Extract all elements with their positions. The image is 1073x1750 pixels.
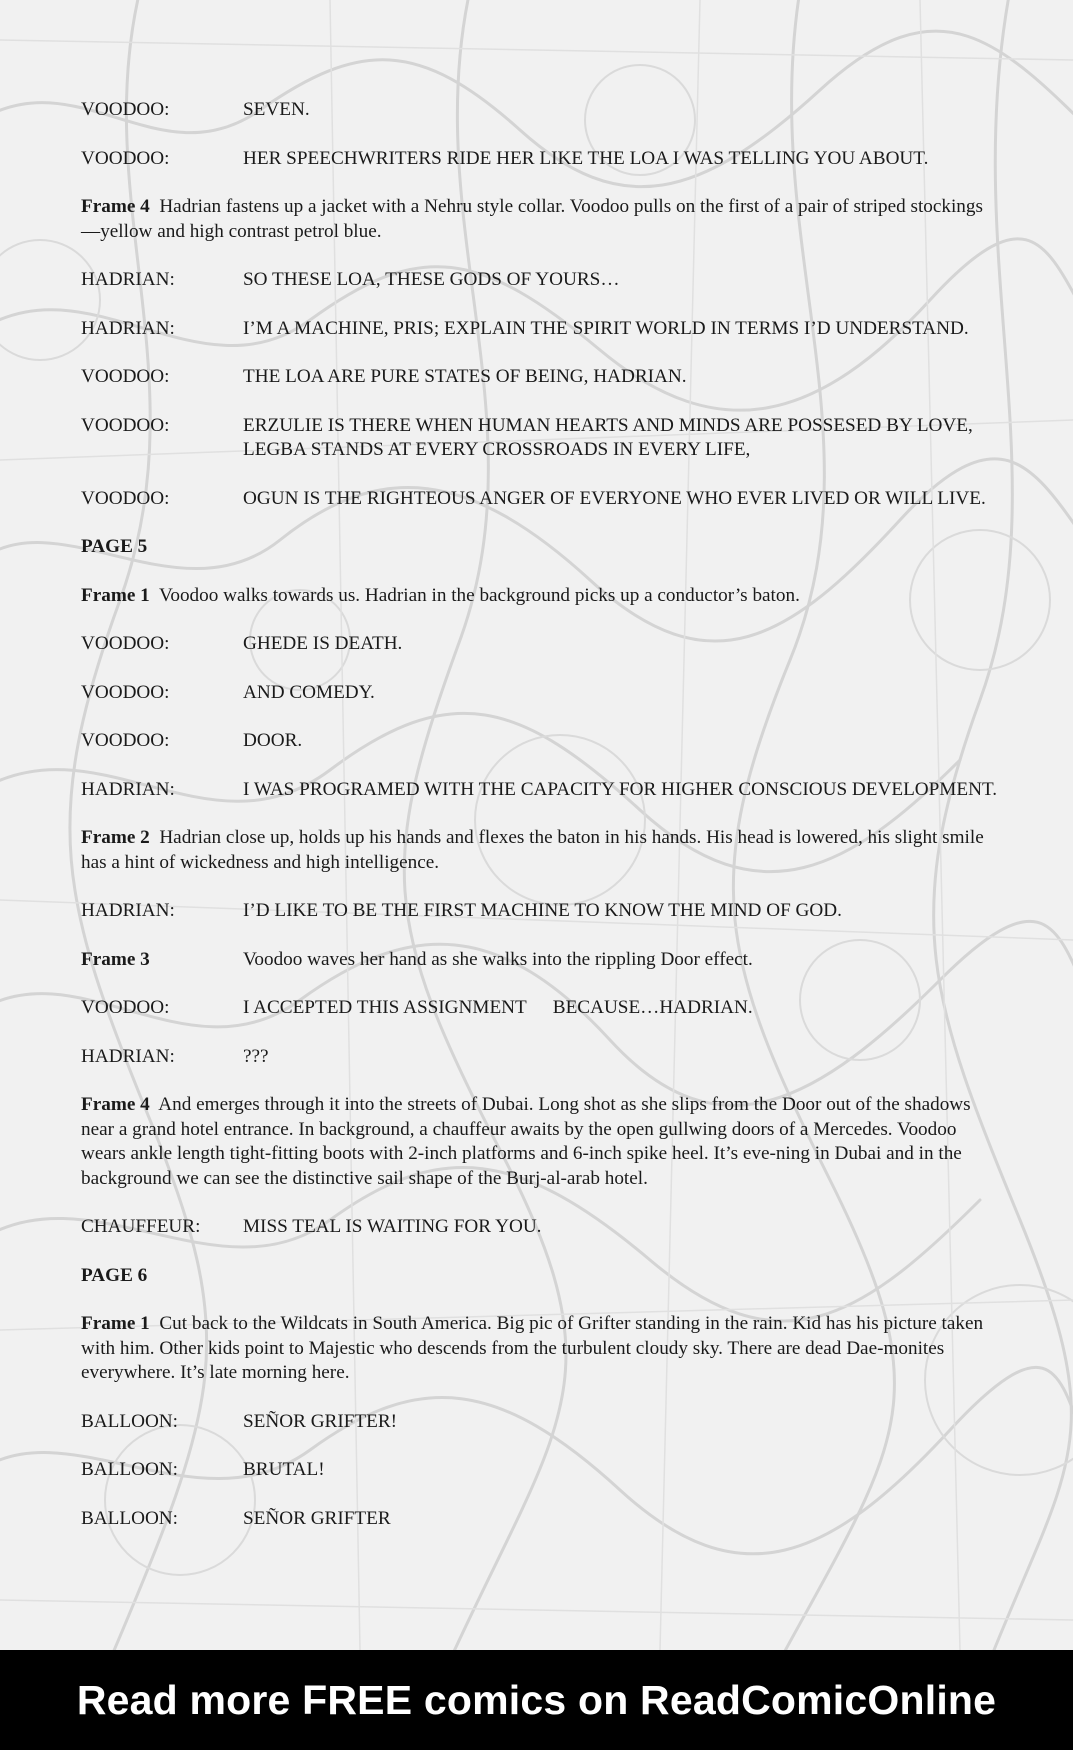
speaker-label: HADRIAN: [81, 269, 175, 290]
frame-description [81, 826, 1001, 875]
frame-description [81, 948, 1001, 973]
dialogue-text: DOOR. [243, 730, 303, 751]
dialogue-text: THE LOA ARE PURE STATES OF BEING, HADRIAN. [243, 366, 687, 387]
dialogue-text: I’M A MACHINE, PRIS; EXPLAIN THE SPIRIT WORLD IN TERMS I’D UNDERSTAND. [243, 317, 969, 339]
dialogue-line [81, 1507, 1001, 1532]
frame-label: Frame 2 [81, 827, 150, 848]
dialogue-text: BRUTAL! [243, 1459, 325, 1480]
dialogue-text: SO THESE LOA, THESE GODS OF YOURS… [243, 269, 620, 290]
dialogue-text: I’D LIKE TO BE THE FIRST MACHINE TO KNOW THE MIND OF GOD. [243, 900, 842, 921]
promo-banner-text[interactable]: Read more FREE comics on ReadComicOnline [76, 1676, 997, 1723]
dialogue-text [243, 996, 1001, 1021]
dialogue-text: ??? [243, 1045, 269, 1067]
dialogue-text: GHEDE IS DEATH. [243, 633, 403, 654]
dialogue-line [81, 729, 1001, 754]
dialogue-line [81, 632, 1001, 657]
dialogue-text-part: BECAUSE…HADRIAN. [552, 997, 753, 1018]
frame-description [81, 584, 1001, 609]
speaker-label: VOODOO: [81, 366, 170, 387]
page-heading: PAGE 5 [81, 536, 148, 557]
frame-description [81, 1093, 1001, 1191]
speaker-label: VOODOO: [81, 487, 170, 509]
frame-label: Frame 4 [81, 1094, 150, 1115]
speaker-label: VOODOO: [81, 681, 170, 703]
speaker-label: VOODOO: [81, 997, 170, 1018]
dialogue-line [81, 996, 1001, 1021]
dialogue-text: I WAS PROGRAMED WITH THE CAPACITY FOR HIGHER CONSCIOUS DEVELOPMENT. [243, 778, 998, 800]
speaker-label: HADRIAN: [81, 1045, 175, 1067]
script-text [81, 98, 1001, 1555]
dialogue-text: MISS TEAL IS WAITING FOR YOU. [243, 1216, 542, 1237]
dialogue-text: ERZULIE IS THERE WHEN HUMAN HEARTS AND MINDS ARE POSSESED BY LOVE, LEGBA STANDS AT EVERY CROSSROADS IN EVERY LIFE, [243, 414, 973, 460]
dialogue-text: SEVEN. [243, 99, 310, 120]
dialogue-text: SEÑOR GRIFTER [243, 1507, 391, 1529]
frame-text: Hadrian close up, holds up his hands and flexes the baton in his hands. His head is lowered, his slight smile has a hint of wickedness and high intelligence. [81, 827, 984, 873]
frame-description [81, 1312, 1001, 1386]
dialogue-line [81, 1045, 1001, 1070]
frame-label: Frame 1 [81, 584, 150, 606]
frame-label: Frame 3 [81, 948, 150, 970]
dialogue-line [81, 98, 1001, 123]
speaker-label: VOODOO: [81, 730, 170, 751]
dialogue-line [81, 365, 1001, 390]
speaker-label: VOODOO: [81, 414, 170, 436]
frame-text: Cut back to the Wildcats in South America. Big pic of Grifter standing in the rain. Kid has his picture taken with him. Other kids point to Majestic who descends from the turbulent cloudy sky. There are dead Dae-monites everywhere. It’s late morning here. [81, 1313, 984, 1383]
speaker-label: BALLOON: [81, 1459, 178, 1480]
speaker-label: VOODOO: [81, 633, 170, 654]
frame-text: Voodoo waves her hand as she walks into the rippling Door effect. [243, 948, 753, 970]
dialogue-line [81, 487, 1001, 512]
promo-banner[interactable] [0, 1650, 1073, 1750]
dialogue-line [81, 1458, 1001, 1483]
dialogue-text: HER SPEECHWRITERS RIDE HER LIKE THE LOA I WAS TELLING YOU ABOUT. [243, 147, 929, 169]
frame-text: And emerges through it into the streets of Dubai. Long shot as she slips from the Door out of the shadows near a grand hotel entrance. In background, a chauffeur awaits by the open gullwing doors of a Mercedes. Voodoo wears ankle length tight-fitting boots with 2-inch platforms and 6-inch spike heel. It’s eve-ning in Dubai and in the background we can see the distinctive sail shape of the Burj-al-arab hotel. [81, 1094, 971, 1189]
dialogue-text-part: I ACCEPTED THIS ASSIGNMENT [243, 997, 527, 1018]
frame-label: Frame 1 [81, 1313, 150, 1334]
speaker-label: VOODOO: [81, 147, 170, 169]
speaker-label: BALLOON: [81, 1507, 178, 1529]
dialogue-text: SEÑOR GRIFTER! [243, 1410, 398, 1432]
dialogue-line [81, 317, 1001, 342]
dialogue-line [81, 681, 1001, 706]
dialogue-line [81, 899, 1001, 924]
dialogue-text: OGUN IS THE RIGHTEOUS ANGER OF EVERYONE WHO EVER LIVED OR WILL LIVE. [243, 487, 986, 509]
dialogue-line [81, 778, 1001, 803]
speaker-label: CHAUFFEUR: [81, 1216, 201, 1237]
dialogue-line [81, 414, 1001, 463]
speaker-label: BALLOON: [81, 1410, 178, 1432]
speaker-label: VOODOO: [81, 99, 170, 120]
dialogue-line [81, 147, 1001, 172]
speaker-label: HADRIAN: [81, 900, 175, 921]
frame-description [81, 195, 1001, 244]
speaker-label: HADRIAN: [81, 778, 175, 800]
speaker-label: HADRIAN: [81, 317, 175, 339]
page-heading: PAGE 6 [81, 1264, 148, 1286]
frame-text: Voodoo walks towards us. Hadrian in the background picks up a conductor’s baton. [158, 584, 800, 606]
dialogue-line [81, 1410, 1001, 1435]
dialogue-line [81, 268, 1001, 293]
frame-text: Hadrian fastens up a jacket with a Nehru style collar. Voodoo pulls on the first of a pair of striped stockings—yellow and high contrast petrol blue. [81, 196, 983, 242]
frame-label: Frame 4 [81, 196, 150, 217]
dialogue-line [81, 1215, 1001, 1240]
dialogue-text: AND COMEDY. [243, 681, 375, 703]
